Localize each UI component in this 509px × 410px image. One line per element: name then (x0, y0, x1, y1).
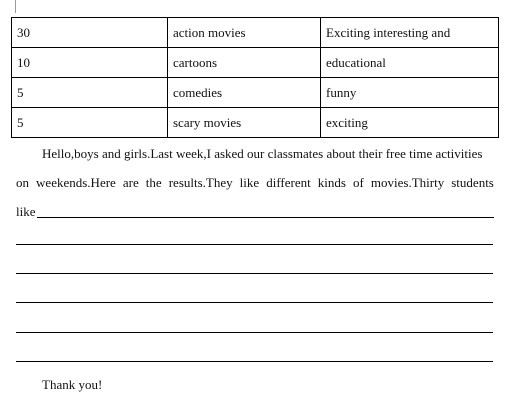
essay-word: results.They (168, 175, 233, 190)
closing-text: Thank you! (42, 377, 103, 392)
essay-line-3 (16, 197, 494, 226)
essay-line-3-start: like (16, 204, 36, 219)
essay-line-2 (16, 168, 494, 197)
answer-blank[interactable] (37, 197, 495, 218)
answer-line[interactable] (16, 273, 493, 274)
movie-type-cell: action movies (168, 18, 321, 48)
essay-word: students (451, 175, 494, 190)
movie-type-cell: comedies (168, 78, 321, 108)
opinion-cell: funny (321, 78, 499, 108)
table-row (12, 48, 499, 78)
table-row (12, 108, 499, 138)
opinion-cell: Exciting interesting and (321, 18, 499, 48)
number-cell: 5 (12, 78, 168, 108)
table-row (12, 78, 499, 108)
essay-word: of (353, 175, 364, 190)
text-cursor (15, 0, 16, 13)
essay-word: weekends.Here (36, 175, 116, 190)
movie-type-cell: scary movies (168, 108, 321, 138)
number-cell: 10 (12, 48, 168, 78)
essay-line-1: Hello,boys and girls.Last week,I asked our classmates about their free time activities (42, 146, 483, 161)
essay-word: kinds (317, 175, 346, 190)
essay-word: are (122, 175, 139, 190)
answer-line[interactable] (16, 302, 493, 303)
essay-word: like (239, 175, 260, 190)
survey-table (11, 17, 499, 138)
essay-paragraph (16, 139, 494, 226)
number-cell: 5 (12, 108, 168, 138)
essay-word: movies.Thirty (370, 175, 445, 190)
opinion-cell: exciting (321, 108, 499, 138)
essay-word: on (16, 175, 29, 190)
answer-line[interactable] (16, 332, 493, 333)
opinion-cell: educational (321, 48, 499, 78)
table-row (12, 18, 499, 48)
essay-word: the (145, 175, 162, 190)
answer-line[interactable] (16, 244, 493, 245)
movie-type-cell: cartoons (168, 48, 321, 78)
answer-line[interactable] (16, 361, 493, 362)
essay-word: different (266, 175, 311, 190)
number-cell: 30 (12, 18, 168, 48)
